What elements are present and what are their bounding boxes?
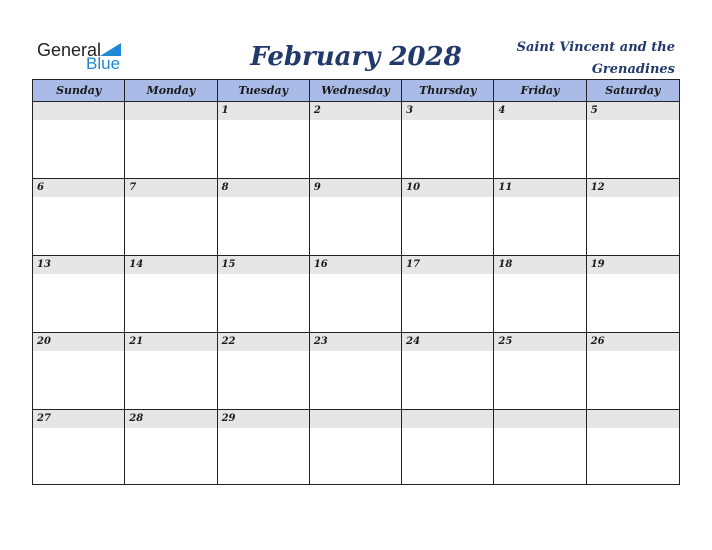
day-cell: [587, 333, 679, 409]
day-cell: [587, 256, 679, 332]
calendar-title: February 2028: [250, 42, 462, 72]
day-cell: [587, 410, 679, 484]
logo: [37, 40, 132, 76]
day-number: 10: [406, 182, 421, 193]
day-cell: [402, 410, 494, 484]
day-cell: [310, 333, 402, 409]
day-cell: [218, 179, 310, 255]
weekday-header-row: [33, 80, 679, 102]
day-number: 14: [129, 259, 144, 270]
weekday-header: Friday: [494, 80, 586, 101]
logo-blue-text: Blue: [86, 54, 121, 73]
day-cell: [125, 179, 217, 255]
day-cell: [218, 410, 310, 484]
day-number: 11: [498, 182, 513, 193]
calendar-grid: [32, 79, 680, 485]
day-cell: [33, 102, 125, 178]
day-number: 12: [590, 182, 605, 193]
day-cell: [494, 256, 586, 332]
week-row: [33, 333, 679, 410]
day-cell: [310, 102, 402, 178]
day-cell: [494, 179, 586, 255]
day-number: 15: [221, 259, 236, 270]
day-number: 4: [498, 105, 506, 116]
day-number: 28: [129, 413, 144, 424]
day-cell: [494, 333, 586, 409]
day-cell: [587, 102, 679, 178]
day-cell: [33, 333, 125, 409]
day-cell: [402, 102, 494, 178]
day-number: 6: [37, 182, 44, 193]
day-cell: [310, 179, 402, 255]
week-row: [33, 102, 679, 179]
day-cell: [125, 410, 217, 484]
day-number: 26: [590, 336, 605, 347]
day-cell: [310, 410, 402, 484]
day-number: 5: [590, 105, 598, 116]
day-cell: [125, 256, 217, 332]
day-number: 25: [498, 336, 513, 347]
day-number: 16: [313, 259, 328, 270]
day-cell: [310, 256, 402, 332]
day-cell: [218, 256, 310, 332]
week-row: [33, 256, 679, 333]
day-cell: [218, 333, 310, 409]
day-cell: [33, 179, 125, 255]
country-name: Saint Vincent and the Grenadines: [516, 40, 675, 77]
week-row: [33, 410, 679, 484]
day-cell: [33, 256, 125, 332]
day-cell: [33, 410, 125, 484]
day-cell: [494, 102, 586, 178]
day-number: 2: [313, 105, 321, 116]
day-cell: [402, 179, 494, 255]
day-cell: [402, 333, 494, 409]
weekday-header: Tuesday: [218, 80, 310, 101]
logo-general-text: General: [37, 40, 102, 60]
day-number: 18: [498, 259, 513, 270]
day-cell: [125, 102, 217, 178]
day-number: 22: [221, 336, 236, 347]
day-cell: [494, 410, 586, 484]
day-number: 23: [313, 336, 328, 347]
day-number: 9: [313, 182, 321, 193]
day-cell: [218, 102, 310, 178]
day-cell: [402, 256, 494, 332]
weekday-header: Wednesday: [310, 80, 402, 101]
day-number: 21: [129, 336, 144, 347]
day-cell: [125, 333, 217, 409]
day-number: 3: [406, 105, 414, 116]
weekday-header: Sunday: [33, 80, 125, 101]
day-number: 1: [221, 105, 229, 116]
day-number: 7: [129, 182, 137, 193]
weekday-header: Thursday: [402, 80, 494, 101]
day-number: 20: [37, 336, 51, 347]
day-number: 24: [406, 336, 421, 347]
weekday-header: Saturday: [605, 84, 661, 97]
day-number: 17: [406, 259, 421, 270]
day-number: 27: [37, 413, 51, 424]
week-row: [33, 179, 679, 256]
day-number: 29: [221, 413, 236, 424]
day-number: 19: [590, 259, 605, 270]
day-cell: [587, 179, 679, 255]
weekday-header: Monday: [125, 80, 217, 101]
day-number: 8: [221, 182, 229, 193]
day-number: 13: [37, 259, 51, 270]
